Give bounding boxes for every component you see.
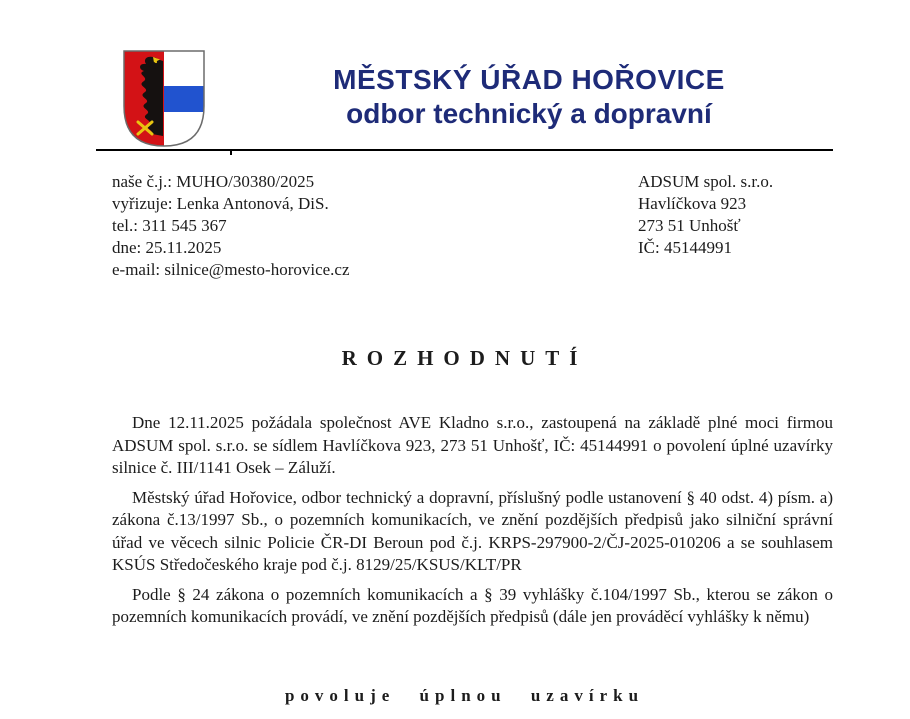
letterhead (225, 63, 833, 130)
horovice-crest-icon (123, 50, 205, 148)
reference-block (112, 171, 350, 281)
header-divider-tick (230, 151, 232, 155)
decision-title: ROZHODNUTÍ (341, 346, 588, 370)
meta-line-date: dne: 25.11.2025 (112, 238, 222, 257)
verdict-line: povoluje úplnou uzavírku (284, 686, 645, 705)
paragraph-request: Dne 12.11.2025 požádala společnost AVE Kladno s.r.o., zastoupená na základě plné moci firmou ADSUM spol. s.r.o. se sídlem Havlíčkova 923, 273 51 Unhošť, IČ: 45144991 o povolení úplné uzavírky silnice č. III/1141 Osek – Záluží. (112, 413, 833, 477)
coat-of-arms (123, 50, 205, 148)
addressee-street: Havlíčkova 923 (638, 194, 747, 213)
addressee-name: ADSUM spol. s.r.o. (638, 172, 774, 191)
meta-line-email: e-mail: silnice@mesto-horovice.cz (112, 260, 350, 279)
meta-line-phone: tel.: 311 545 367 (112, 216, 227, 235)
addressee-city: 273 51 Unhošť (638, 216, 741, 235)
addressee-id: IČ: 45144991 (638, 238, 732, 257)
paragraph-authority: Městský úřad Hořovice, odbor technický a dopravní, příslušný podle ustanovení § 40 odst. 4) písm. a) zákona č.13/1997 Sb., o pozemních komunikacích, ve znění pozdějších předpisů jako silniční správní úřad ve věcech silnic Policie ČR-DI Beroun pod č.j. KRPS-297900-2/ČJ-2025-010206 a se souhlasem KSÚS Středočeského kraje pod č.j. 8129/25/KSUS/KLT/PR (112, 487, 833, 574)
addressee-block (638, 171, 773, 259)
meta-line-handler: vyřizuje: Lenka Antonová, DiS. (112, 194, 329, 213)
header-divider (96, 149, 833, 151)
office-title: MĚSTSKÝ ÚŘAD HOŘOVICE (333, 64, 725, 95)
office-department: odbor technický a dopravní (346, 97, 712, 129)
meta-line-ref-number: naše č.j.: MUHO/30380/2025 (112, 172, 315, 191)
decision-body (112, 412, 833, 636)
paragraph-legal-basis: Podle § 24 zákona o pozemních komunikacích a § 39 vyhlášky č.104/1997 Sb., kterou se zákon o pozemních komunikacích provádí, ve znění pozdějších předpisů (dále jen prováděcí vyhlášky k němu) (112, 584, 833, 626)
